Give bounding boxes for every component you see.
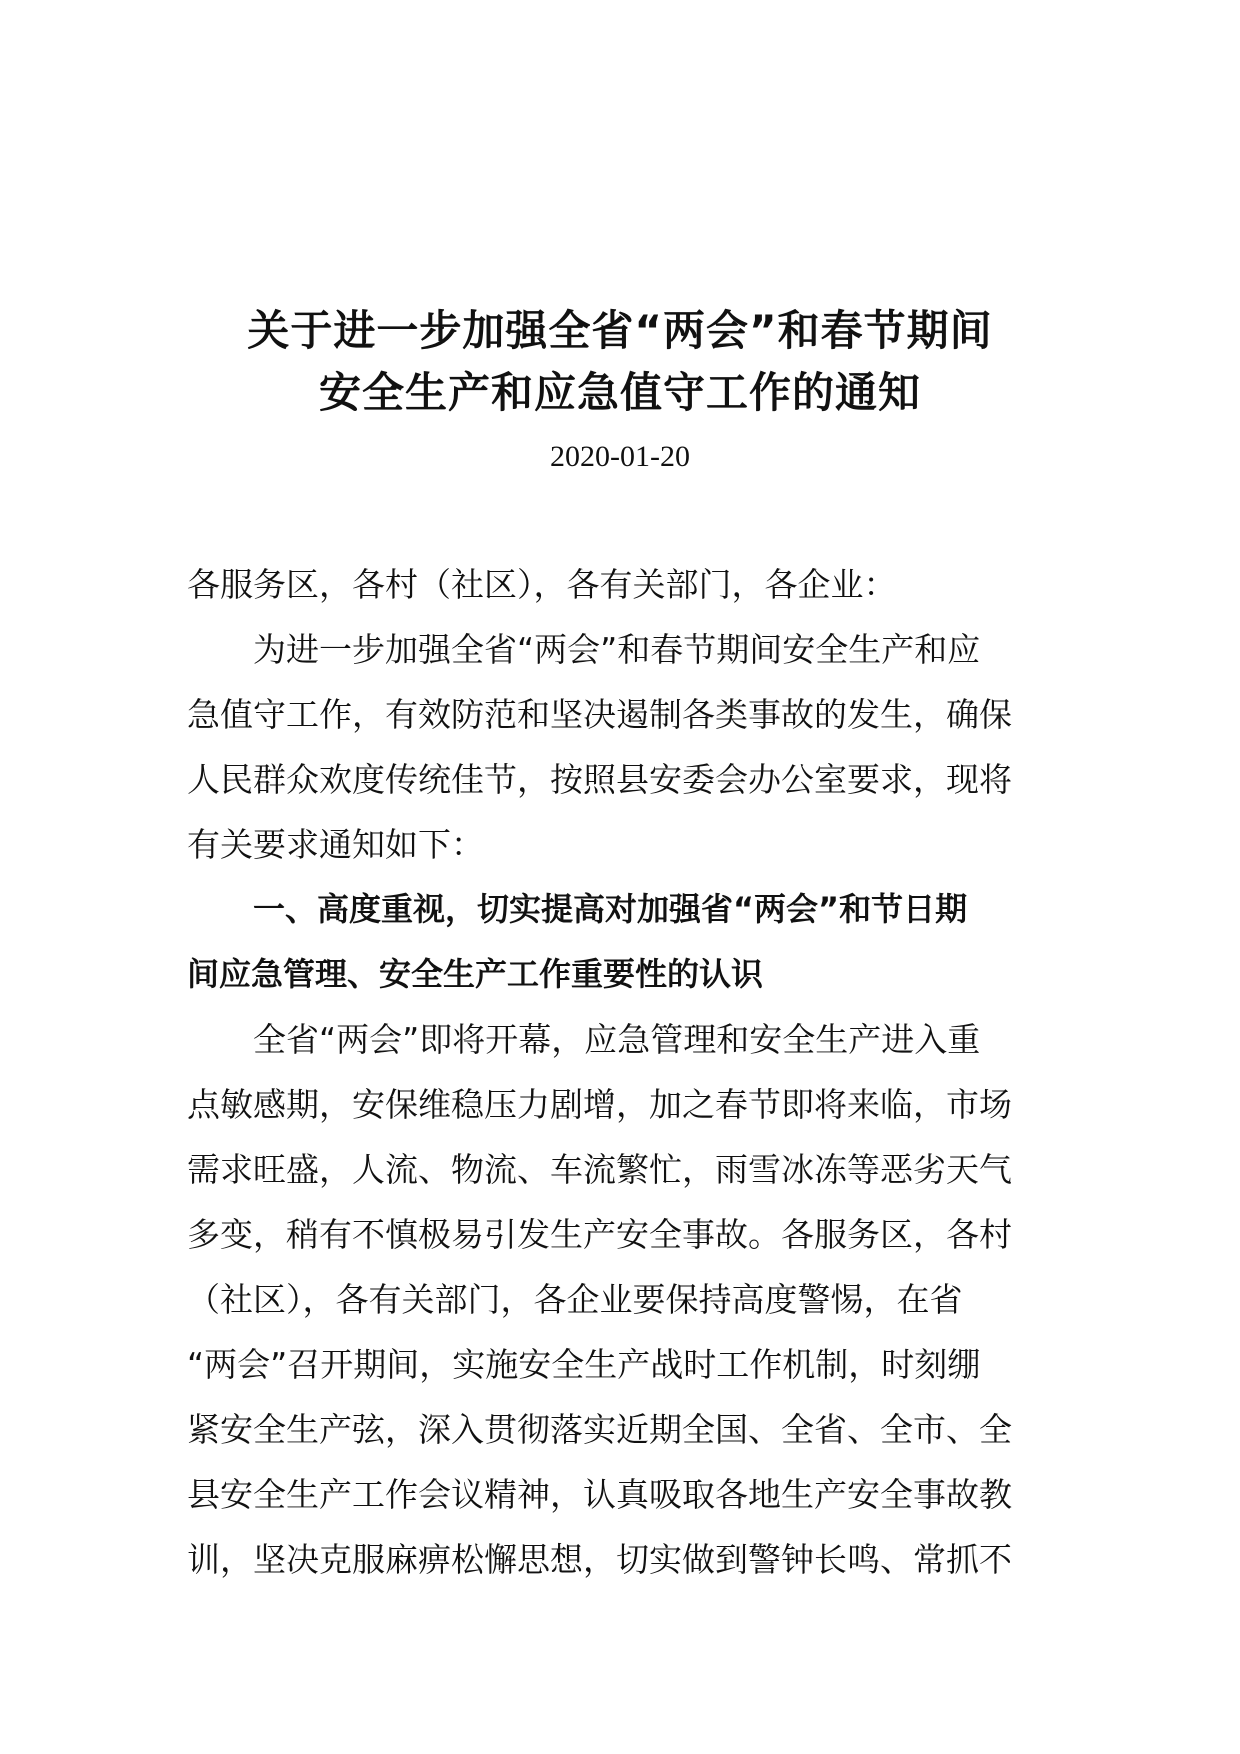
section-body-line-6: “两会”召开期间，实施安全生产战时工作机制，时刻绷 <box>187 1345 981 1384</box>
section-body-line-8: 县安全生产工作会议精神，认真吸取各地生产安全事故教 <box>187 1475 1012 1514</box>
section-body-line-4: 多变，稍有不慎极易引发生产安全事故。各服务区，各村 <box>187 1215 1012 1254</box>
document-title <box>0 300 1240 424</box>
section-body-line-3: 需求旺盛，人流、物流、车流繁忙，雨雪冰冻等恶劣天气 <box>187 1150 1012 1189</box>
title-line-2: 安全生产和应急值守工作的通知 <box>318 368 921 417</box>
intro-line-2: 急值守工作，有效防范和坚决遏制各类事故的发生，确保 <box>187 695 1012 734</box>
document-date: 2020-01-20 <box>550 440 690 473</box>
intro-line-4: 有关要求通知如下： <box>187 825 484 864</box>
section-heading-line-2: 间应急管理、安全生产工作重要性的认识 <box>187 955 764 993</box>
section-body-line-2: 点敏感期，安保维稳压力剧增，加之春节即将来临，市场 <box>187 1085 1012 1124</box>
title-line-1: 关于进一步加强全省“两会”和春节期间 <box>247 306 993 355</box>
section-heading-line-1: 一、高度重视，切实提高对加强省“两会”和节日期 <box>253 890 968 928</box>
section-body-line-1: 全省“两会”即将开幕，应急管理和安全生产进入重 <box>253 1020 981 1059</box>
document-body <box>187 552 1055 1592</box>
salutation: 各服务区，各村（社区），各有关部门，各企业： <box>187 565 897 604</box>
intro-line-1: 为进一步加强全省“两会”和春节期间安全生产和应 <box>253 630 981 669</box>
intro-line-3: 人民群众欢度传统佳节，按照县安委会办公室要求，现将 <box>187 760 1012 799</box>
section-body-line-7: 紧安全生产弦，深入贯彻落实近期全国、全省、全市、全 <box>187 1410 1012 1449</box>
section-body-line-5: （社区），各有关部门，各企业要保持高度警惕，在省 <box>187 1280 963 1319</box>
section-body-line-9: 训，坚决克服麻痹松懈思想，切实做到警钟长鸣、常抓不 <box>187 1540 1012 1579</box>
